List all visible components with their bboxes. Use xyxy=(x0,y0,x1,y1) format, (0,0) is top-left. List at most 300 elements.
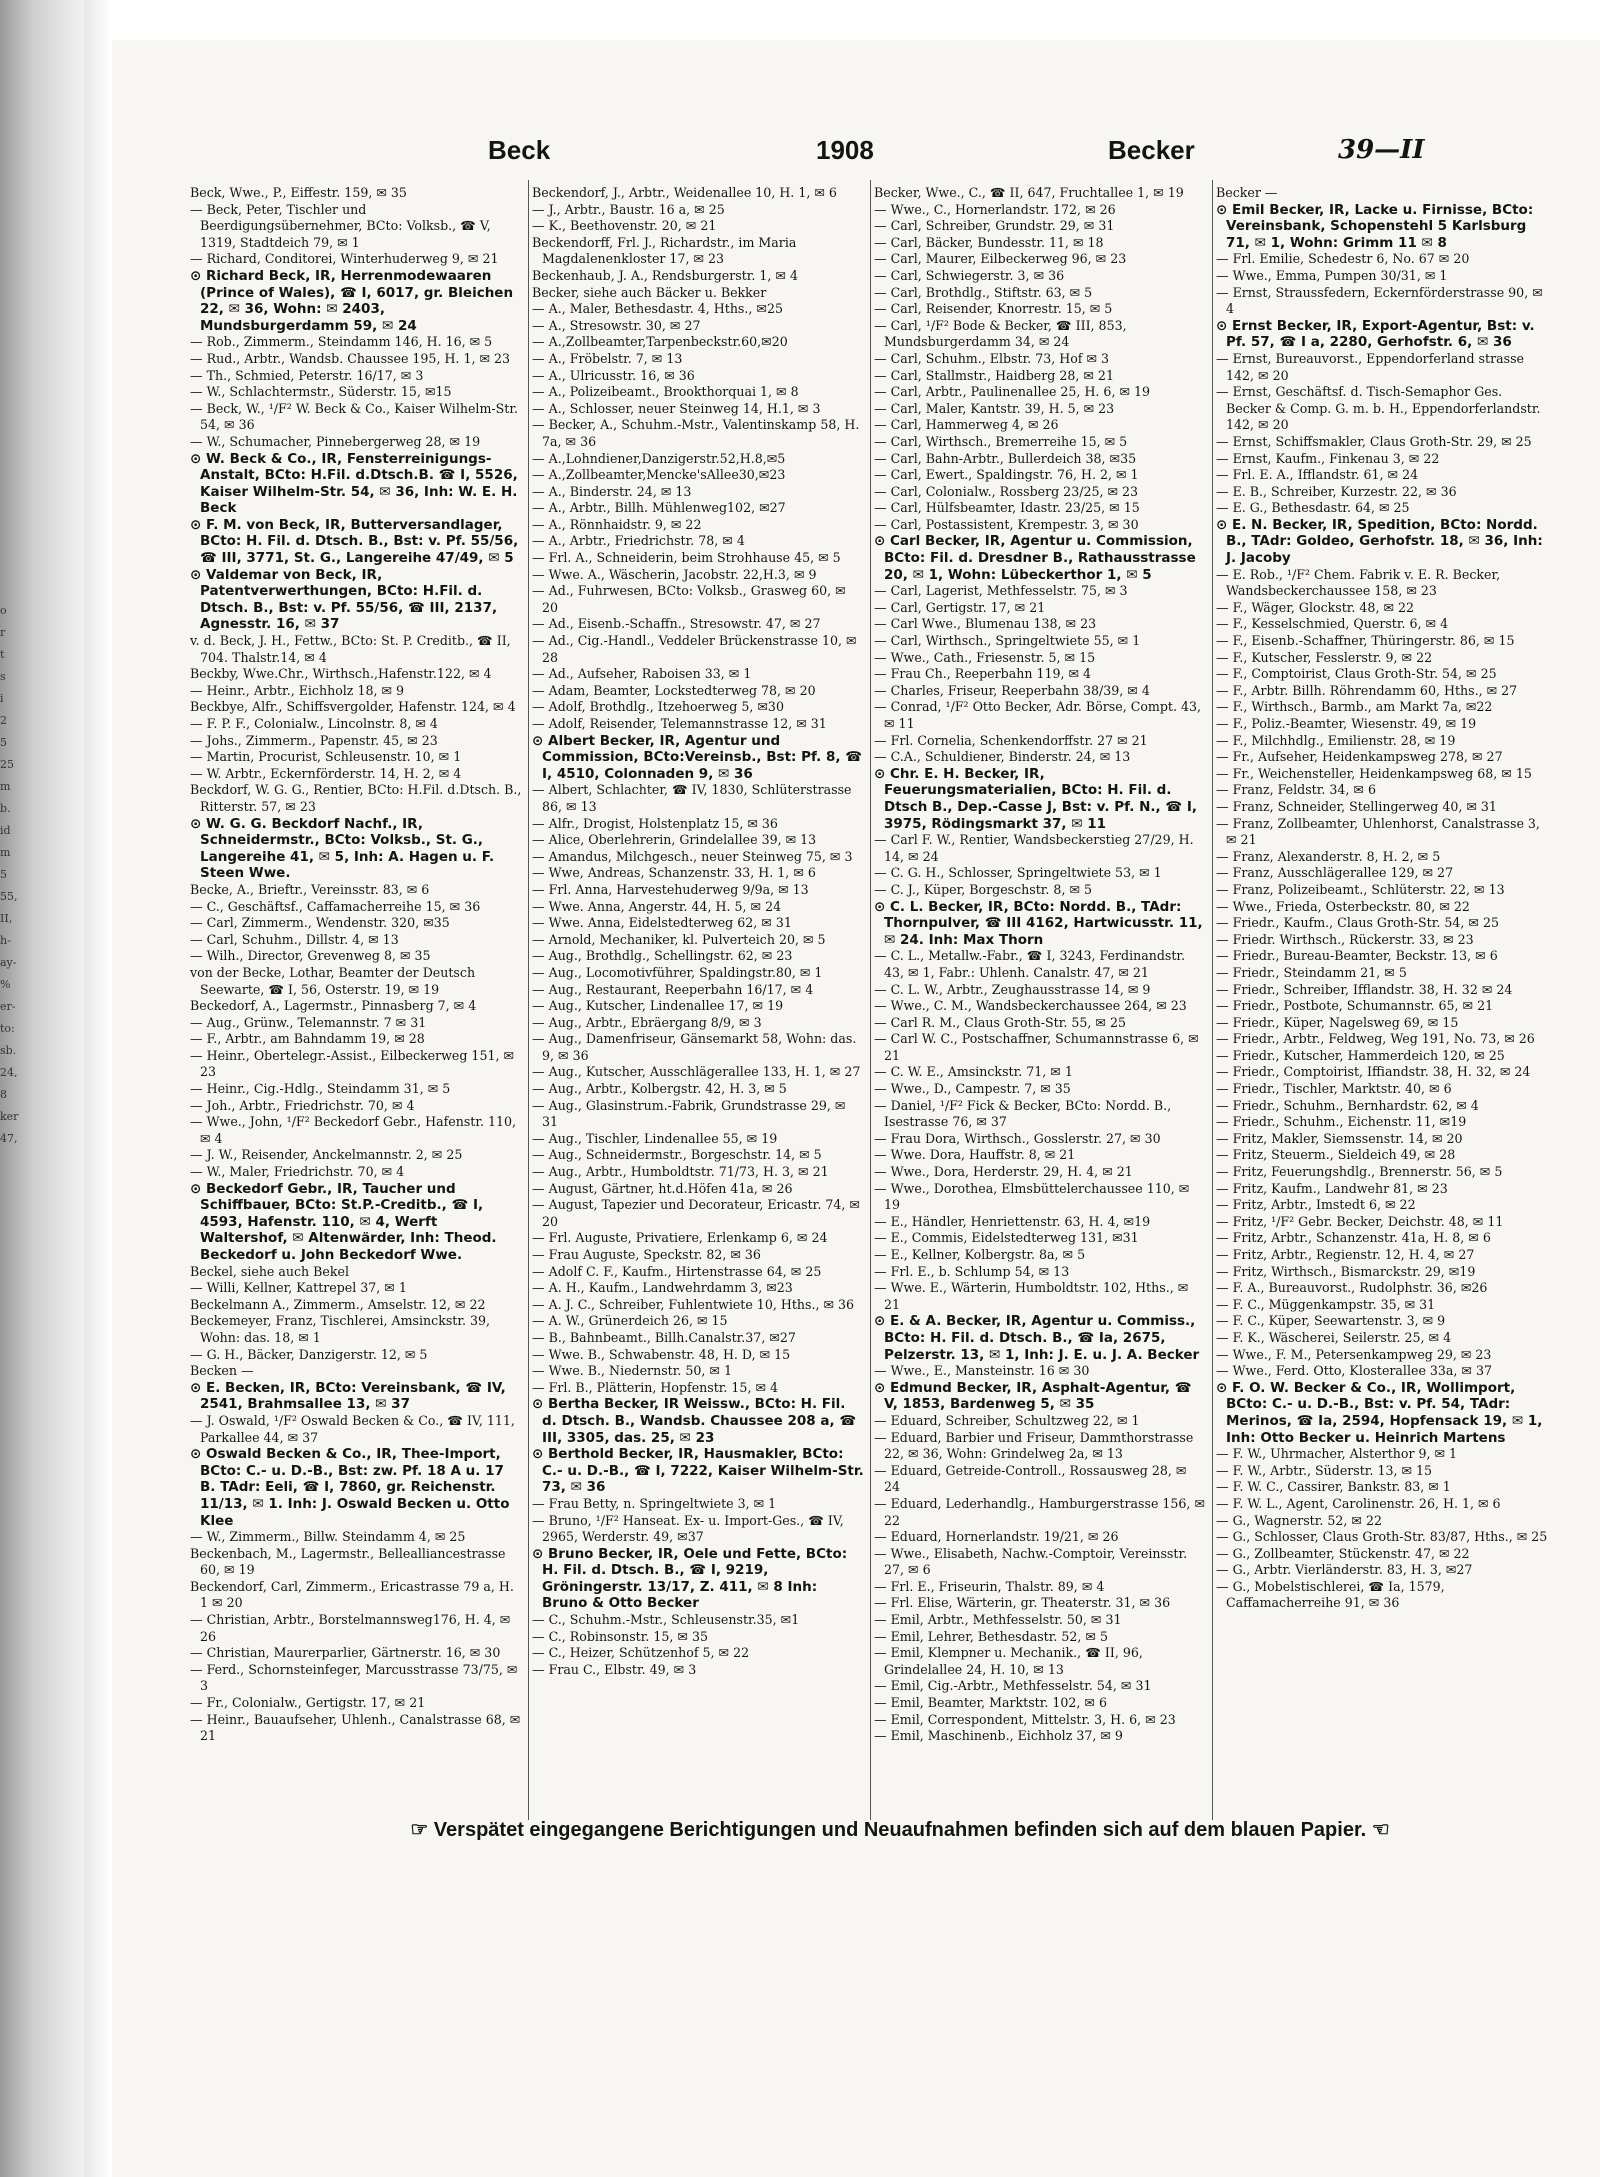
directory-entry: — Carl, Arbtr., Paulinenallee 25, H. 6, ✉ 19 xyxy=(874,384,1151,400)
margin-fragment: II, xyxy=(0,912,13,925)
directory-entry: — Heinr., Arbtr., Eichholz 18, ✉ 9 xyxy=(190,682,405,698)
directory-entry: — C., Geschäftsf., Caffamacherreihe 15, ✉ 36 xyxy=(190,898,481,914)
column-1 xyxy=(190,185,522,1815)
directory-entry: — Emil, Klempner u. Mechanik., ☎ II, 96, Grindelallee 24, H. 10, ✉ 13 xyxy=(874,1645,1143,1677)
directory-entry: — Fritz, Makler, Siemssenstr. 14, ✉ 20 xyxy=(1216,1130,1463,1146)
directory-entry: — Arnold, Mechaniker, kl. Pulverteich 20, ✉ 5 xyxy=(532,931,826,947)
directory-entry: Becker, Wwe., C., ☎ II, 647, Fruchtallee 1, ✉ 19 xyxy=(874,185,1184,200)
directory-entry: — Conrad, ¹/F² Otto Becker, Adr. Börse, Compt. 43, ✉ 11 xyxy=(874,699,1202,731)
margin-fragment: 55, xyxy=(0,890,18,903)
column-3 xyxy=(874,185,1206,1815)
directory-entry xyxy=(874,899,1206,949)
directory-entry: — Wwe., John, ¹/F² Beckedorf Gebr., Hafenstr. 110, ✉ 4 xyxy=(190,1114,517,1146)
directory-entry: — Franz, Ausschlägerallee 129, ✉ 27 xyxy=(1216,865,1454,881)
directory-entry: — Ad., Eisenb.-Schaffn., Stresowstr. 47, ✉ 27 xyxy=(532,616,821,632)
directory-entry xyxy=(874,766,1206,832)
directory-entry: — Johs., Zimmerm., Papenstr. 45, ✉ 23 xyxy=(190,732,438,748)
directory-entry: — Franz, Alexanderstr. 8, H. 2, ✉ 5 xyxy=(1216,848,1441,864)
directory-entry: — Aug., Restaurant, Reeperbahn 16/17, ✉ 4 xyxy=(532,981,814,997)
directory-entry: — Emil, Beamter, Marktstr. 102, ✉ 6 xyxy=(874,1695,1108,1711)
directory-entry: — Aug., Arbtr., Kolbergstr. 42, H. 3, ✉ 5 xyxy=(532,1081,787,1097)
boxed-firm-entry: ⊙ Bertha Becker, IR Weissw., BCto: H. Fil. d. Dtsch. B., Wandsb. Chaussee 208 a, ☎ III, 3305, das. 25, ✉ 23 xyxy=(532,1396,857,1446)
directory-entry: — Carl W. C., Postschaffner, Schumannstrasse 6, ✉ 21 xyxy=(874,1031,1199,1063)
directory-entry: — Fritz, Steuerm., Sieldeich 49, ✉ 28 xyxy=(1216,1147,1456,1163)
directory-entry: Beckel, siehe auch Bekel xyxy=(190,1263,349,1279)
directory-entry: — Friedr. Wirthsch., Rückerstr. 33, ✉ 23 xyxy=(1216,931,1474,947)
directory-entry: — Eduard, Hornerlandstr. 19/21, ✉ 26 xyxy=(874,1529,1119,1545)
directory-entry: — Carl, Stallmstr., Haidberg 28, ✉ 21 xyxy=(874,367,1114,383)
directory-entry: — Eduard, Getreide-Controll., Rossausweg 28, ✉ 24 xyxy=(874,1462,1187,1495)
directory-entry: Becker, siehe auch Bäcker u. Bekker xyxy=(532,284,767,300)
directory-entry xyxy=(190,1380,522,1413)
directory-entry: — F. W. C., Cassirer, Bankstr. 83, ✉ 1 xyxy=(1216,1479,1451,1495)
directory-entry: — Friedr., Postbote, Schumannstr. 65, ✉ 21 xyxy=(1216,998,1494,1014)
directory-entry xyxy=(874,533,1206,583)
directory-entry: — Frl. Cornelia, Schenkendorffstr. 27 ✉ 21 xyxy=(874,732,1148,748)
directory-entry: Beckby, Wwe.Chr., Wirthsch.,Hafenstr.122, ✉ 4 xyxy=(190,666,492,682)
directory-entry: — Carl, Lagerist, Methfesselstr. 75, ✉ 3 xyxy=(874,583,1128,599)
directory-entry: — F., Eisenb.-Schaffner, Thüringerstr. 86, ✉ 15 xyxy=(1216,633,1515,649)
directory-entry: — Frl. Emilie, Schedestr 6, No. 67 ✉ 20 xyxy=(1216,251,1470,267)
directory-entry: — F., Comptoirist, Claus Groth-Str. 54, ✉ 25 xyxy=(1216,666,1497,682)
directory-entry: — C. J., Küper, Borgeschstr. 8, ✉ 5 xyxy=(874,881,1093,897)
directory-entry: — Ernst, Bureauvorst., Eppendorferland strasse 142, ✉ 20 xyxy=(1216,350,1524,383)
column-2 xyxy=(532,185,864,1815)
directory-entry: — Amandus, Milchgesch., neuer Steinweg 75, ✉ 3 xyxy=(532,848,853,864)
boxed-firm-entry: ⊙ Bruno Becker, IR, Oele und Fette, BCto: H. Fil. d. Dtsch. B., ☎ I, 9219, Gröningerstr. 13/17, Z. 411, ✉ 8 Inh: Bruno & Otto Becker xyxy=(532,1545,848,1612)
directory-entry: — Friedr., Küper, Nagelsweg 69, ✉ 15 xyxy=(1216,1014,1459,1030)
directory-entry: — Carl, Reisender, Knorrestr. 15, ✉ 5 xyxy=(874,301,1113,317)
directory-entry: — Heinr., Bauaufseher, Uhlenh., Canalstrasse 68, ✉ 21 xyxy=(190,1711,521,1744)
directory-entry xyxy=(190,517,522,567)
directory-entry: — C. L. W., Arbtr., Zeughausstrasse 14, ✉ 9 xyxy=(874,981,1151,997)
directory-entry: — F. C., Küper, Seewartenstr. 3, ✉ 9 xyxy=(1216,1313,1446,1329)
boxed-firm-entry: ⊙ Chr. E. H. Becker, IR, Feuerungsmaterialien, BCto: H. Fil. d. Dtsch B., Dep.-Casse J, Bst: v. Pf. N., ☎ I, 3975, Rödingsmarkt 37, ✉ 11 xyxy=(874,765,1197,832)
footer-notice: ☞ Verspätet eingegangene Berichtigungen und Neuaufnahmen befinden sich auf dem blauen Papier. ☜ xyxy=(410,1819,1390,1841)
directory-entry: — Frau Ch., Reeperbahn 119, ✉ 4 xyxy=(874,666,1092,682)
directory-entry: — Frl. E., Friseurin, Thalstr. 89, ✉ 4 xyxy=(874,1578,1105,1594)
directory-entry: — Friedr., Schreiber, Ifflandstr. 38, H. 32 ✉ 24 xyxy=(1216,981,1513,997)
boxed-firm-entry: ⊙ Valdemar von Beck, IR, Patentverwerthungen, BCto: H.Fil. d. Dtsch. B., Bst: v. Pf. 55/56, ☎ III, 2137, Agnesstr. 16, ✉ 37 xyxy=(190,566,498,633)
directory-entry: — Fritz, Arbtr., Regienstr. 12, H. 4, ✉ 27 xyxy=(1216,1247,1475,1262)
directory-entry: — Heinr., Obertelegr.-Assist., Eilbeckerweg 151, ✉ 23 xyxy=(190,1047,515,1080)
directory-entry: — Wwe. Anna, Angerstr. 44, H. 5, ✉ 24 xyxy=(532,898,782,914)
directory-entry xyxy=(190,268,522,334)
directory-entry: — A., Rönnhaidstr. 9, ✉ 22 xyxy=(532,516,702,532)
directory-entry: — Carl, Schuhm., Dillstr. 4, ✉ 13 xyxy=(190,931,399,947)
directory-entry: — F. W., Uhrmacher, Alsterthor 9, ✉ 1 xyxy=(1216,1446,1458,1462)
directory-entry: — Wwe., E., Mansteinstr. 16 ✉ 30 xyxy=(874,1363,1090,1379)
directory-entry: — Wwe. A., Wäscherin, Jacobstr. 22,H.3, ✉ 9 xyxy=(532,566,817,582)
directory-entry: — W., Maler, Friedrichstr. 70, ✉ 4 xyxy=(190,1164,405,1180)
margin-fragment: m xyxy=(0,780,11,793)
directory-entry: — Carl, Zimmerm., Wendenstr. 320, ✉35 xyxy=(190,915,450,931)
margin-fragment: r xyxy=(0,626,6,639)
margin-fragment: h- xyxy=(0,934,11,947)
directory-entry: — Carl Wwe., Blumenau 138, ✉ 23 xyxy=(874,616,1097,632)
directory-entry: — Wwe., D., Campestr. 7, ✉ 35 xyxy=(874,1081,1071,1097)
directory-entry: Becke, A., Brieftr., Vereinsstr. 83, ✉ 6 xyxy=(190,881,430,897)
directory-entry: — Fr., Aufseher, Heidenkampsweg 278, ✉ 27 xyxy=(1216,749,1503,765)
directory-entry: — Carl, Ewert., Spaldingstr. 76, H. 2, ✉ 1 xyxy=(874,467,1139,483)
directory-entry: — Carl, ¹/F² Bode & Becker, ☎ III, 853, Mundsburgerdamm 34, ✉ 24 xyxy=(874,317,1127,350)
directory-entry: Becken — xyxy=(190,1363,254,1379)
directory-entry: — Christian, Arbtr., Borstelmannsweg176, H. 4, ✉ 26 xyxy=(190,1612,511,1644)
directory-entry: — Carl F. W., Rentier, Wandsbeckerstieg 27/29, H. 14, ✉ 24 xyxy=(874,832,1194,864)
directory-entry: — Wwe., Dorothea, Elmsbüttelerchaussee 110, ✉ 19 xyxy=(874,1180,1190,1213)
directory-entry: — Franz, Feldstr. 34, ✉ 6 xyxy=(1216,782,1376,798)
directory-entry: — W. Arbtr., Eckernförderstr. 14, H. 2, ✉ 4 xyxy=(190,765,462,781)
boxed-firm-entry: ⊙ Edmund Becker, IR, Asphalt-Agentur, ☎ V, 1853, Bardenweg 5, ✉ 35 xyxy=(874,1379,1192,1413)
directory-entry: — Ernst, Straussfedern, Eckernförderstrasse 90, ✉ 4 xyxy=(1216,284,1543,317)
directory-entry: — August, Gärtner, ht.d.Höfen 41a, ✉ 26 xyxy=(532,1180,793,1196)
directory-entry: — Fr., Colonialw., Gertigstr. 17, ✉ 21 xyxy=(190,1695,426,1711)
directory-entry: — Frl. E., b. Schlump 54, ✉ 13 xyxy=(874,1263,1070,1279)
directory-entry: Beckenhaub, J. A., Rendsburgerstr. 1, ✉ 4 xyxy=(532,267,798,283)
directory-entry: — Aug., Kutscher, Lindenallee 17, ✉ 19 xyxy=(532,998,784,1014)
directory-entry: — Alfr., Drogist, Holstenplatz 15, ✉ 36 xyxy=(532,815,778,831)
directory-entry xyxy=(874,1380,1206,1413)
directory-entry: — Friedr., Tischler, Marktstr. 40, ✉ 6 xyxy=(1216,1081,1452,1097)
directory-entry: — Carl, Colonialw., Rossberg 23/25, ✉ 23 xyxy=(874,483,1139,499)
directory-entry: — Wwe., Ferd. Otto, Klosterallee 33a, ✉ 37 xyxy=(1216,1363,1493,1379)
directory-entry: — Carl, Schwiegerstr. 3, ✉ 36 xyxy=(874,267,1065,283)
directory-entry: — Becker, A., Schuhm.-Mstr., Valentinskamp 58, H. 7a, ✉ 36 xyxy=(532,417,860,449)
directory-entry: — Daniel, ¹/F² Fick & Becker, BCto: Nordd. B., Isestrasse 76, ✉ 37 xyxy=(874,1097,1172,1130)
margin-fragment: ker xyxy=(0,1110,19,1123)
directory-entry: — A., Schlosser, neuer Steinweg 14, H.1, ✉ 3 xyxy=(532,400,821,416)
directory-entry: — Aug., Arbtr., Ebräergang 8/9, ✉ 3 xyxy=(532,1014,762,1030)
page-number: 39—II xyxy=(1338,135,1425,165)
directory-entry: — Eduard, Schreiber, Schultzweg 22, ✉ 1 xyxy=(874,1412,1140,1428)
directory-entry xyxy=(190,1181,522,1264)
directory-entry: — Ferd., Schornsteinfeger, Marcusstrasse 73/75, ✉ 3 xyxy=(190,1661,518,1694)
margin-fragment: s xyxy=(0,670,6,683)
directory-entry: — Willi, Kellner, Kattrepel 37, ✉ 1 xyxy=(190,1280,407,1296)
directory-entry: — Wwe., Elisabeth, Nachw.-Comptoir, Vereinsstr. 27, ✉ 6 xyxy=(874,1545,1188,1578)
directory-entry: — Wwe., C., Hornerlandstr. 172, ✉ 26 xyxy=(874,201,1116,217)
directory-entry: — Beck, Peter, Tischler und Beerdigungsübernehmer, BCto: Volksb., ☎ V, 1319, Stadtdeich 79, ✉ 1 xyxy=(190,201,491,250)
running-header xyxy=(188,135,1588,175)
boxed-firm-entry: ⊙ Carl Becker, IR, Agentur u. Commission, BCto: Fil. d. Dresdner B., Rathausstrasse 20, ✉ 1, Wohn: Lübeckerthor 1, ✉ 5 xyxy=(874,533,1196,583)
directory-entry: — A., Ulricusstr. 16, ✉ 36 xyxy=(532,367,695,383)
directory-entry: — August, Tapezier und Decorateur, Ericastr. 74, ✉ 20 xyxy=(532,1197,860,1229)
directory-entry: — A., Maler, Bethesdastr. 4, Hths., ✉25 xyxy=(532,301,783,317)
margin-fragment: 5 xyxy=(0,736,7,749)
directory-entry: — Aug., Damenfriseur, Gänsemarkt 58, Wohn: das. 9, ✉ 36 xyxy=(532,1031,857,1063)
directory-entry: Becker — xyxy=(1216,185,1278,200)
directory-entry: — E., Commis, Eidelstedterweg 131, ✉31 xyxy=(874,1230,1139,1246)
boxed-firm-entry: ⊙ F. M. von Beck, IR, Butterversandlager, BCto: H. Fil. d. Dtsch. B., Bst: v. Pf. 55/56, ☎ III, 3771, St. G., Langereihe 47/49, ✉ 5 xyxy=(190,516,519,567)
margin-fragment: 5 xyxy=(0,868,7,881)
directory-entry: — Joh., Arbtr., Friedrichstr. 70, ✉ 4 xyxy=(190,1097,415,1113)
directory-entry: — Aug., Glasinstrum.-Fabrik, Grundstrasse 29, ✉ 31 xyxy=(532,1097,846,1130)
directory-entry: — F., Milchhdlg., Emilienstr. 28, ✉ 19 xyxy=(1216,732,1456,748)
directory-entry: — F. A., Bureauvorst., Rudolphstr. 36, ✉26 xyxy=(1216,1280,1488,1296)
directory-entry: — C. G. H., Schlosser, Springeltwiete 53, ✉ 1 xyxy=(874,865,1162,881)
directory-entry: — Friedr., Schuhm., Bernhardstr. 62, ✉ 4 xyxy=(1216,1097,1479,1113)
directory-entry: — Wilh., Director, Grevenweg 8, ✉ 35 xyxy=(190,948,431,964)
directory-entry xyxy=(190,567,522,633)
directory-entry: — Martin, Procurist, Schleusenstr. 10, ✉ 1 xyxy=(190,749,462,765)
directory-entry: — G., Schlosser, Claus Groth-Str. 83/87, Hths., ✉ 25 xyxy=(1216,1529,1548,1545)
directory-entry: — Wwe., Frieda, Osterbeckstr. 80, ✉ 22 xyxy=(1216,898,1470,914)
directory-entry: Beckenbach, M., Lagermstr., Bellealliancestrasse 60, ✉ 19 xyxy=(190,1545,506,1578)
directory-entry: — A., Fröbelstr. 7, ✉ 13 xyxy=(532,350,683,366)
directory-entry: — Wwe., Cath., Friesenstr. 5, ✉ 15 xyxy=(874,649,1096,665)
directory-entry: — B., Bahnbeamt., Billh.Canalstr.37, ✉27 xyxy=(532,1329,796,1345)
margin-fragment: 47, xyxy=(0,1132,18,1145)
margin-fragment: 25 xyxy=(0,758,14,771)
directory-entry: — F., Arbtr., am Bahndamm 19, ✉ 28 xyxy=(190,1031,425,1047)
directory-entry: — Christian, Maurerparlier, Gärtnerstr. 16, ✉ 30 xyxy=(190,1645,501,1661)
margin-fragment: t xyxy=(0,648,5,661)
directory-entry: — Frau Auguste, Speckstr. 82, ✉ 36 xyxy=(532,1247,761,1262)
boxed-firm-entry: ⊙ Oswald Becken & Co., IR, Thee-Import, BCto: C.- u. D.-B., Bst: zw. Pf. 18 A u. 17 B. TAdr: Eeli, ☎ I, 7860, gr. Reichenstr. 11/13, ✉ 1. Inh: J. Oswald Becken u. Otto Klee xyxy=(190,1446,510,1529)
directory-entry: — Wwe. B., Niedernstr. 50, ✉ 1 xyxy=(532,1363,732,1379)
directory-entry: — Frl. Anna, Harvestehuderweg 9/9a, ✉ 13 xyxy=(532,881,809,897)
directory-entry: Beckedorf, A., Lagermstr., Pinnasberg 7, ✉ 4 xyxy=(190,998,477,1014)
directory-entry: — Fritz, Wirthsch., Bismarckstr. 29, ✉19 xyxy=(1216,1263,1476,1279)
directory-entry: — J. W., Reisender, Anckelmannstr. 2, ✉ 25 xyxy=(190,1147,463,1163)
directory-entry: — F., Wäger, Glockstr. 48, ✉ 22 xyxy=(1216,599,1415,615)
directory-entry: — G., Mobelstischlerei, ☎ Ia, 1579, Caffamacherreihe 91, ✉ 36 xyxy=(1216,1578,1445,1611)
directory-entry: — Aug., Schneidermstr., Borgeschstr. 14, ✉ 5 xyxy=(532,1147,822,1163)
directory-entry: — W., Schumacher, Pinnebergerweg 28, ✉ 19 xyxy=(190,433,481,449)
directory-entry: — A. H., Kaufm., Landwehrdamm 3, ✉23 xyxy=(532,1280,793,1296)
directory-entry: — Adolf, Brothdlg., Itzehoerweg 5, ✉30 xyxy=(532,699,784,715)
directory-entry: — Carl, Postassistent, Krempestr. 3, ✉ 30 xyxy=(874,516,1139,532)
column-4 xyxy=(1216,185,1548,1815)
directory-entry: — Emil, Lehrer, Bethesdastr. 52, ✉ 5 xyxy=(874,1628,1108,1644)
directory-entry: — Wwe., C. M., Wandsbeckerchaussee 264, ✉ 23 xyxy=(874,998,1187,1014)
directory-entry: — Ernst, Kaufm., Finkenau 3, ✉ 22 xyxy=(1216,450,1440,466)
directory-entry: — Emil, Correspondent, Mittelstr. 3, H. 6, ✉ 23 xyxy=(874,1711,1176,1727)
directory-entry: — A.,Zollbeamter,Tarpenbeckstr.60,✉20 xyxy=(532,334,788,350)
directory-entry: — Carl, Hammerweg 4, ✉ 26 xyxy=(874,417,1059,433)
directory-entry: — Frau Betty, n. Springeltwiete 3, ✉ 1 xyxy=(532,1495,777,1511)
directory-entry: — Wwe. B., Schwabenstr. 48, H. D, ✉ 15 xyxy=(532,1346,791,1362)
directory-entry: — Carl R. M., Claus Groth-Str. 55, ✉ 25 xyxy=(874,1014,1126,1030)
directory-entry: Beckendorf, J., Arbtr., Weidenallee 10, H. 1, ✉ 6 xyxy=(532,185,837,200)
directory-entry: — Fritz, Kaufm., Landwehr 81, ✉ 23 xyxy=(1216,1180,1448,1196)
directory-entry: — E., Händler, Henriettenstr. 63, H. 4, ✉19 xyxy=(874,1213,1151,1229)
directory-entry: — Friedr., Kutscher, Hammerdeich 120, ✉ 25 xyxy=(1216,1047,1505,1063)
boxed-firm-entry: ⊙ W. G. G. Beckdorf Nachf., IR, Schneidermstr., BCto: Volksb., St. G., Langereihe 41, ✉ 5, Inh: A. Hagen u. F. Steen Wwe. xyxy=(190,815,495,882)
directory-columns xyxy=(190,185,1590,1815)
directory-entry: — A.,Lohndiener,Danzigerstr.52,H.8,✉5 xyxy=(532,450,786,466)
directory-entry: — Adolf, Reisender, Telemannstrasse 12, ✉ 31 xyxy=(532,716,827,731)
directory-entry: — Fritz, Arbtr., Imstedt 6, ✉ 22 xyxy=(1216,1197,1416,1213)
directory-entry: — Aug., Tischler, Lindenallee 55, ✉ 19 xyxy=(532,1130,778,1146)
boxed-firm-entry: ⊙ F. O. W. Becker & Co., IR, Wollimport, BCto: C.- u. D.-B., Bst: v. Pf. 54, TAdr: Merinos, ☎ Ia, 2594, Hopfensack 19, ✉ 1, Inh: Otto Becker u. Heinrich Martens xyxy=(1216,1379,1543,1446)
directory-entry xyxy=(532,733,864,783)
directory-entry: — Wwe., F. M., Petersenkampweg 29, ✉ 23 xyxy=(1216,1346,1492,1362)
directory-entry: — C., Schuhm.-Mstr., Schleusenstr.35, ✉1 xyxy=(532,1612,800,1628)
directory-entry: — Carl, Bäcker, Bundesstr. 11, ✉ 18 xyxy=(874,234,1104,250)
directory-entry: — Aug., Brothdlg., Schellingstr. 62, ✉ 23 xyxy=(532,948,793,964)
directory-entry: — Wwe. Anna, Eidelstedterweg 62, ✉ 31 xyxy=(532,915,792,931)
margin-fragment: ay- xyxy=(0,956,17,969)
directory-entry: — Albert, Schlachter, ☎ IV, 1830, Schlüterstrasse 86, ✉ 13 xyxy=(532,782,852,814)
directory-entry: — Aug., Locomotivführer, Spaldingstr.80, ✉ 1 xyxy=(532,964,823,980)
directory-entry xyxy=(1216,1380,1548,1446)
directory-entry: — A., Arbtr., Friedrichstr. 78, ✉ 4 xyxy=(532,533,745,549)
directory-entry: — A. W., Grünerdeich 26, ✉ 15 xyxy=(532,1313,728,1329)
directory-entry: — J., Arbtr., Baustr. 16 a, ✉ 25 xyxy=(532,201,725,217)
directory-entry: — Wwe., Emma, Pumpen 30/31, ✉ 1 xyxy=(1216,267,1448,283)
directory-entry: — F., Poliz.-Beamter, Wiesenstr. 49, ✉ 19 xyxy=(1216,716,1477,731)
directory-entry: — G., Zollbeamter, Stückenstr. 47, ✉ 22 xyxy=(1216,1545,1470,1561)
directory-entry: — J. Oswald, ¹/F² Oswald Becken & Co., ☎ IV, 111, Parkallee 44, ✉ 37 xyxy=(190,1412,515,1445)
directory-entry: — Wwe. Dora, Hauffstr. 8, ✉ 21 xyxy=(874,1147,1076,1163)
directory-entry: — A. J. C., Schreiber, Fuhlentwiete 10, Hths., ✉ 36 xyxy=(532,1296,855,1312)
directory-entry: — E. Rob., ¹/F² Chem. Fabrik v. E. R. Becker, Wandsbeckerchaussee 158, ✉ 23 xyxy=(1216,566,1501,599)
directory-entry: — F. P. F., Colonialw., Lincolnstr. 8, ✉ 4 xyxy=(190,716,438,731)
directory-entry: — G., Wagnerstr. 52, ✉ 22 xyxy=(1216,1512,1382,1528)
margin-fragment: 24, xyxy=(0,1066,18,1079)
directory-entry: — Frl. E. A., Ifflandstr. 61, ✉ 24 xyxy=(1216,467,1419,483)
directory-entry: — Carl, Brothdlg., Stiftstr. 63, ✉ 5 xyxy=(874,284,1093,300)
directory-entry: — Eduard, Barbier und Friseur, Dammthorstrasse 22, ✉ 36, Wohn: Grindelweg 2a, ✉ 13 xyxy=(874,1429,1194,1462)
directory-entry: — Frl. Auguste, Privatiere, Erlenkamp 6, ✉ 24 xyxy=(532,1230,828,1246)
directory-entry: — F., Kesselschmied, Querstr. 6, ✉ 4 xyxy=(1216,616,1449,632)
directory-entry: — Emil, Arbtr., Methfesselstr. 50, ✉ 31 xyxy=(874,1612,1122,1628)
margin-fragment: 2 xyxy=(0,714,7,727)
directory-entry: — F. K., Wäscherei, Seilerstr. 25, ✉ 4 xyxy=(1216,1329,1452,1345)
directory-entry: v. d. Beck, J. H., Fettw., BCto: St. P. Creditb., ☎ II, 704. Thalstr.14, ✉ 4 xyxy=(190,633,511,665)
directory-entry xyxy=(190,1446,522,1529)
directory-entry: — Charles, Friseur, Reeperbahn 38/39, ✉ 4 xyxy=(874,682,1150,698)
boxed-firm-entry: ⊙ E. Becken, IR, BCto: Vereinsbank, ☎ IV, 2541, Brahmsallee 13, ✉ 37 xyxy=(190,1379,506,1413)
directory-entry: — Bruno, ¹/F² Hanseat. Ex- u. Import-Ges., ☎ IV, 2965, Werderstr. 49, ✉37 xyxy=(532,1512,844,1545)
margin-fragment: b. xyxy=(0,802,11,815)
directory-entry: — Friedr., Bureau-Beamter, Beckstr. 13, ✉ 6 xyxy=(1216,948,1498,964)
directory-entry: — Franz, Polizeibeamt., Schlüterstr. 22, ✉ 13 xyxy=(1216,881,1505,897)
directory-entry: — Carl, Bahn-Arbtr., Bullerdeich 38, ✉35 xyxy=(874,450,1137,466)
directory-entry: — Frau Dora, Wirthsch., Gosslerstr. 27, ✉ 30 xyxy=(874,1130,1161,1146)
directory-entry: Beck, Wwe., P., Eiffestr. 159, ✉ 35 xyxy=(190,185,407,200)
margin-fragment: id xyxy=(0,824,11,837)
directory-entry: — Frau C., Elbstr. 49, ✉ 3 xyxy=(532,1661,697,1677)
directory-entry: — Friedr., Comptoirist, Iffiandstr. 38, H. 32, ✉ 24 xyxy=(1216,1064,1531,1080)
margin-fragment: 8 xyxy=(0,1088,7,1101)
previous-page-margin xyxy=(0,600,40,1900)
directory-entry: — Rob., Zimmerm., Steindamm 146, H. 16, ✉ 5 xyxy=(190,334,493,350)
directory-entry: — Carl, Maler, Kantstr. 39, H. 5, ✉ 23 xyxy=(874,400,1115,416)
directory-entry: — C.A., Schuldiener, Binderstr. 24, ✉ 13 xyxy=(874,749,1131,765)
directory-entry: — Beck, W., ¹/F² W. Beck & Co., Kaiser Wilhelm-Str. 54, ✉ 36 xyxy=(190,400,518,433)
directory-entry: — Carl, Wirthsch., Bremerreihe 15, ✉ 5 xyxy=(874,433,1128,449)
directory-entry: — Adolf C. F., Kaufm., Hirtenstrasse 64, ✉ 25 xyxy=(532,1263,822,1279)
directory-entry: — Carl, Maurer, Eilbeckerweg 96, ✉ 23 xyxy=(874,251,1127,267)
directory-entry: — C., Heizer, Schützenhof 5, ✉ 22 xyxy=(532,1645,750,1661)
directory-entry: — Franz, Zollbeamter, Uhlenhorst, Canalstrasse 3, ✉ 21 xyxy=(1216,815,1540,848)
directory-entry: — Fr., Weichensteller, Heidenkampsweg 68, ✉ 15 xyxy=(1216,765,1532,781)
boxed-firm-entry: ⊙ Albert Becker, IR, Agentur und Commission, BCto:Vereinsb., Bst: Pf. 8, ☎ I, 4510, Colonnaden 9, ✉ 36 xyxy=(532,732,863,782)
directory-entry: — C. L., Metallw.-Fabr., ☎ I, 3243, Ferdinandstr. 43, ✉ 1, Fabr.: Uhlenh. Canalstr. 47, ✉ 21 xyxy=(874,948,1186,980)
boxed-firm-entry: ⊙ Ernst Becker, IR, Export-Agentur, Bst: v. Pf. 57, ☎ I a, 2280, Gerhofstr. 6, ✉ 36 xyxy=(1216,317,1535,351)
directory-entry: — Fritz, Feuerungshdlg., Brennerstr. 56, ✉ 5 xyxy=(1216,1164,1503,1180)
directory-entry: — E. B., Schreiber, Kurzestr. 22, ✉ 36 xyxy=(1216,483,1457,499)
directory-entry: — Wwe, Andreas, Schanzenstr. 33, H. 1, ✉ 6 xyxy=(532,865,816,881)
boxed-firm-entry: ⊙ W. Beck & Co., IR, Fensterreinigungs-Anstalt, BCto: H.Fil. d.Dtsch.B. ☎ I, 5526, Kaiser Wilhelm-Str. 54, ✉ 36, Inh: W. E. H. Beck xyxy=(190,450,518,517)
directory-entry: — Fritz, Arbtr., Schanzenstr. 41a, H. 8, ✉ 6 xyxy=(1216,1230,1491,1246)
directory-entry xyxy=(190,451,522,517)
directory-entry xyxy=(532,1396,864,1446)
directory-entry xyxy=(874,1313,1206,1363)
directory-entry: — F., Wirthsch., Barmb., am Markt 7a, ✉22 xyxy=(1216,699,1493,715)
directory-entry: — Friedr., Steindamm 21, ✉ 5 xyxy=(1216,964,1407,980)
directory-entry: — Rud., Arbtr., Wandsb. Chaussee 195, H. 1, ✉ 23 xyxy=(190,350,511,366)
directory-entry: — Frl. Elise, Wärterin, gr. Theaterstr. 31, ✉ 36 xyxy=(874,1595,1171,1611)
margin-fragment: er- xyxy=(0,1000,16,1013)
directory-entry: — Carl, Wirthsch., Springeltwiete 55, ✉ 1 xyxy=(874,633,1141,649)
directory-entry: — Ernst, Geschäftsf. d. Tisch-Semaphor Ges. Becker & Comp. G. m. b. H., Eppendorferlandstr. 142, ✉ 20 xyxy=(1216,384,1541,433)
directory-entry: — E., Kellner, Kolbergstr. 8a, ✉ 5 xyxy=(874,1247,1086,1262)
directory-entry: — Frl. B., Plätterin, Hopfenstr. 15, ✉ 4 xyxy=(532,1379,779,1395)
directory-entry: — Heinr., Cig.-Hdlg., Steindamm 31, ✉ 5 xyxy=(190,1081,451,1097)
directory-entry: Beckbye, Alfr., Schiffsvergolder, Hafenstr. 124, ✉ 4 xyxy=(190,699,516,715)
directory-entry: — Alice, Oberlehrerin, Grindelallee 39, ✉ 13 xyxy=(532,832,817,848)
directory-entry: — Friedr., Arbtr., Feldweg, Weg 191, No. 73, ✉ 26 xyxy=(1216,1031,1535,1047)
directory-entry: — Carl, Hülfsbeamter, Idastr. 23/25, ✉ 15 xyxy=(874,500,1140,516)
boxed-firm-entry: ⊙ Beckedorf Gebr., IR, Taucher und Schiffbauer, BCto: St.P.-Creditb., ☎ I, 4593, Hafenstr. 110, ✉ 4, Werft Waltershof, ✉ Altenwärder, Inh: Theod. Beckedorf u. John Beckedorf Wwe. xyxy=(190,1180,497,1263)
directory-entry: — Aug., Grünw., Telemannstr. 7 ✉ 31 xyxy=(190,1014,427,1030)
directory-entry: Beckendorff, Frl. J., Richardstr., im Maria Magdalenenkloster 17, ✉ 23 xyxy=(532,234,797,267)
directory-entry: — A., Polizeibeamt., Brookthorquai 1, ✉ 8 xyxy=(532,384,799,400)
margin-fragment: sb. xyxy=(0,1044,17,1057)
boxed-firm-entry: ⊙ E. N. Becker, IR, Spedition, BCto: Nordd. B., TAdr: Goldeo, Gerhofstr. 18, ✉ 36, Inh: J. Jacoby xyxy=(1216,516,1543,567)
directory-entry: — C. W. E., Amsinckstr. 71, ✉ 1 xyxy=(874,1064,1073,1080)
directory-entry: — C., Robinsonstr. 15, ✉ 35 xyxy=(532,1628,708,1644)
directory-entry: — Friedr., Schuhm., Eichenstr. 11, ✉19 xyxy=(1216,1114,1467,1130)
directory-entry: — W., Zimmerm., Billw. Steindamm 4, ✉ 25 xyxy=(190,1529,466,1545)
directory-entry: — Emil, Cig.-Arbtr., Methfesselstr. 54, ✉ 31 xyxy=(874,1678,1152,1694)
directory-entry: — Ad., Fuhrwesen, BCto: Volksb., Grasweg 60, ✉ 20 xyxy=(532,583,846,615)
directory-entry: — Aug., Kutscher, Ausschlägerallee 133, H. 1, ✉ 27 xyxy=(532,1064,861,1080)
directory-entry: — Emil, Maschinenb., Eichholz 37, ✉ 9 xyxy=(874,1728,1123,1744)
directory-entry: — F. W. L., Agent, Carolinenstr. 26, H. 1, ✉ 6 xyxy=(1216,1495,1501,1511)
directory-entry: — Aug., Arbtr., Humboldtstr. 71/73, H. 3, ✉ 21 xyxy=(532,1164,829,1180)
margin-fragment: % xyxy=(0,978,11,991)
margin-fragment: to: xyxy=(0,1022,15,1035)
boxed-firm-entry: ⊙ C. L. Becker, IR, BCto: Nordd. B., TAdr: Thornpulver, ☎ III 4162, Hartwicusstr. 11, ✉ 24. Inh: Max Thorn xyxy=(874,898,1203,948)
directory-entry: Beckemeyer, Franz, Tischlerei, Amsinckstr. 39, Wohn: das. 18, ✉ 1 xyxy=(190,1313,491,1345)
directory-entry: — G. H., Bäcker, Danzigerstr. 12, ✉ 5 xyxy=(190,1346,428,1362)
directory-entry: — Richard, Conditorei, Winterhuderweg 9, ✉ 21 xyxy=(190,251,499,267)
directory-entry: — Frl. A., Schneiderin, beim Strohhause 45, ✉ 5 xyxy=(532,550,841,566)
margin-fragment: o xyxy=(0,604,7,617)
directory-entry: — Carl, Schreiber, Grundstr. 29, ✉ 31 xyxy=(874,218,1115,234)
directory-entry: Beckdorf, W. G. G., Rentier, BCto: H.Fil. d.Dtsch. B., Ritterstr. 57, ✉ 23 xyxy=(190,782,522,814)
directory-entry: — Carl, Gertigstr. 17, ✉ 21 xyxy=(874,599,1046,615)
directory-entry: — Ad., Aufseher, Raboisen 33, ✉ 1 xyxy=(532,666,752,682)
directory-entry: — Carl, Schuhm., Elbstr. 73, Hof ✉ 3 xyxy=(874,350,1110,366)
directory-entry: — Th., Schmied, Peterstr. 16/17, ✉ 3 xyxy=(190,367,424,383)
directory-entry: — A.,Zollbeamter,Mencke'sAllee30,✉23 xyxy=(532,467,786,483)
directory-entry: — Wwe. E., Wärterin, Humboldtstr. 102, Hths., ✉ 21 xyxy=(874,1280,1189,1312)
directory-entry: von der Becke, Lothar, Beamter der Deutsch Seewarte, ☎ I, 56, Osterstr. 19, ✉ 19 xyxy=(190,964,476,997)
directory-entry: — Ernst, Schiffsmakler, Claus Groth-Str. 29, ✉ 25 xyxy=(1216,433,1532,449)
directory-entry: — F. W., Arbtr., Süderstr. 13, ✉ 15 xyxy=(1216,1462,1433,1478)
directory-entry xyxy=(190,816,522,882)
directory-entry: — Ad., Cig.-Handl., Veddeler Brückenstrasse 10, ✉ 28 xyxy=(532,633,857,665)
boxed-firm-entry: ⊙ Emil Becker, IR, Lacke u. Firnisse, BCto: Vereinsbank, Schopenstehl 5 Karlsburg 71, ✉ 1, Wohn: Grimm 11 ✉ 8 xyxy=(1216,201,1534,251)
directory-entry xyxy=(1216,517,1548,567)
directory-entry: Beckelmann A., Zimmerm., Amselstr. 12, ✉ 22 xyxy=(190,1296,486,1312)
directory-entry: — F., Kutscher, Fesslerstr. 9, ✉ 22 xyxy=(1216,649,1433,665)
